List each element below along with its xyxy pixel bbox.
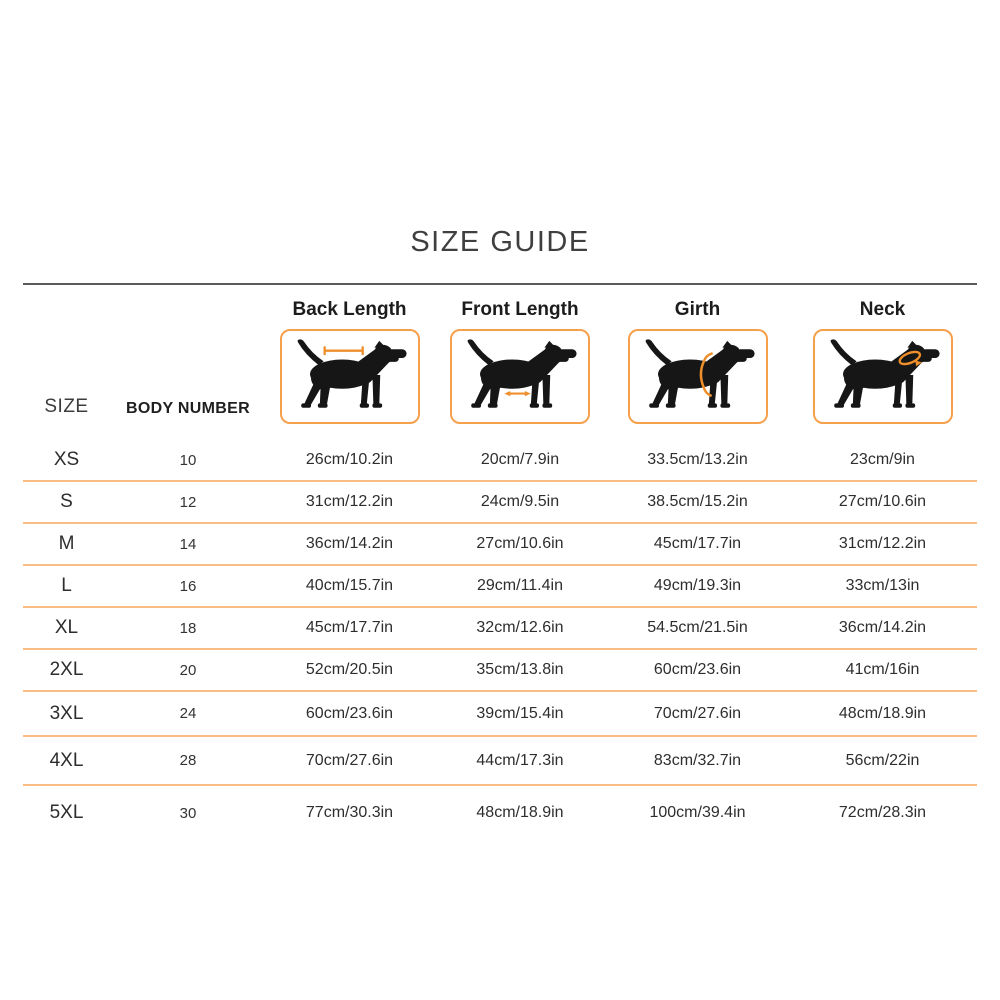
- girth-cell: 54.5cm/21.5in: [647, 619, 748, 636]
- girth-cell: 45cm/17.7in: [653, 535, 742, 552]
- neck-cell: 27cm/10.6in: [838, 493, 927, 510]
- girth-cell: 60cm/23.6in: [653, 661, 742, 678]
- neck-cell: 56cm/22in: [845, 751, 920, 769]
- neck-cell: 23cm/9in: [850, 451, 915, 468]
- body-number-cell: 20: [179, 661, 197, 679]
- front-length-cell: 27cm/10.6in: [476, 535, 564, 552]
- body-number-cell: 30: [179, 804, 197, 822]
- table-row: [23, 440, 977, 482]
- size-table-body: [23, 440, 977, 840]
- back-length-cell: 60cm/23.6in: [305, 704, 394, 722]
- table-row: [23, 524, 977, 566]
- size-cell: 4XL: [49, 749, 84, 771]
- dog-girth-icon: [628, 329, 768, 424]
- size-guide-sheet: [23, 0, 977, 840]
- front-length-cell: 39cm/15.4in: [476, 704, 564, 722]
- girth-cell: 49cm/19.3in: [653, 577, 742, 594]
- size-cell: 2XL: [49, 659, 84, 680]
- back-length-cell: 45cm/17.7in: [305, 619, 394, 636]
- table-row: [23, 608, 977, 650]
- neck-column-header: Neck: [859, 299, 906, 320]
- table-row: [23, 482, 977, 524]
- back-length-cell: 52cm/20.5in: [305, 661, 394, 678]
- neck-cell: 72cm/28.3in: [838, 804, 927, 821]
- front-length-cell: 44cm/17.3in: [476, 751, 564, 769]
- size-cell: 3XL: [49, 702, 84, 724]
- girth-cell: 83cm/32.7in: [653, 751, 742, 769]
- body-number-cell: 24: [179, 705, 197, 722]
- back-length-cell: 77cm/30.3in: [305, 804, 394, 821]
- column-front-length: [433, 285, 607, 440]
- back-length-column-header: Back Length: [292, 299, 407, 320]
- page-title: SIZE GUIDE: [410, 226, 590, 258]
- girth-cell: 100cm/39.4in: [649, 804, 746, 821]
- table-row: [23, 566, 977, 608]
- table-row: [23, 692, 977, 737]
- back-length-cell: 70cm/27.6in: [305, 751, 394, 769]
- front-length-cell: 20cm/7.9in: [480, 451, 560, 468]
- size-cell: 5XL: [49, 802, 84, 823]
- front-length-cell: 24cm/9.5in: [480, 493, 560, 510]
- size-cell: S: [60, 491, 73, 512]
- back-length-cell: 31cm/12.2in: [305, 493, 394, 510]
- column-neck: [788, 285, 977, 440]
- dog-back-length-icon: [280, 329, 420, 424]
- front-length-cell: 32cm/12.6in: [476, 619, 564, 636]
- neck-cell: 31cm/12.2in: [838, 535, 927, 552]
- body-number-cell: 18: [179, 619, 197, 637]
- dog-front-length-icon: [450, 329, 590, 424]
- body-number-cell: 28: [179, 752, 197, 769]
- table-row: [23, 786, 977, 840]
- dog-neck-icon: [813, 329, 953, 424]
- body-number-cell: 16: [179, 577, 197, 595]
- body-number-cell: 10: [179, 451, 197, 469]
- size-cell: XS: [53, 449, 80, 470]
- front-length-cell: 35cm/13.8in: [476, 661, 564, 678]
- neck-cell: 41cm/16in: [845, 661, 920, 678]
- body-number-cell: 14: [179, 535, 197, 553]
- girth-column-header: Girth: [674, 299, 721, 320]
- neck-cell: 33cm/13in: [845, 577, 920, 594]
- table-row: [23, 650, 977, 692]
- column-back-length: [266, 285, 433, 440]
- size-cell: M: [58, 533, 75, 554]
- girth-cell: 38.5cm/15.2in: [647, 493, 748, 510]
- girth-cell: 70cm/27.6in: [653, 704, 742, 722]
- column-girth: [607, 285, 788, 440]
- body-number-column-header: BODY NUMBER: [126, 400, 250, 417]
- table-header: [23, 285, 977, 440]
- size-cell: XL: [54, 617, 79, 638]
- neck-cell: 36cm/14.2in: [838, 619, 927, 636]
- back-length-cell: 36cm/14.2in: [305, 535, 394, 552]
- body-number-cell: 12: [179, 493, 197, 511]
- back-length-cell: 26cm/10.2in: [305, 451, 394, 468]
- size-table: [23, 283, 977, 840]
- front-length-cell: 29cm/11.4in: [477, 577, 563, 594]
- table-row: [23, 737, 977, 786]
- front-length-cell: 48cm/18.9in: [476, 804, 564, 821]
- back-length-cell: 40cm/15.7in: [305, 577, 394, 594]
- girth-cell: 33.5cm/13.2in: [647, 451, 748, 468]
- size-column-header: SIZE: [44, 396, 89, 417]
- size-cell: L: [61, 575, 72, 596]
- front-length-column-header: Front Length: [461, 299, 579, 320]
- neck-cell: 48cm/18.9in: [838, 704, 927, 722]
